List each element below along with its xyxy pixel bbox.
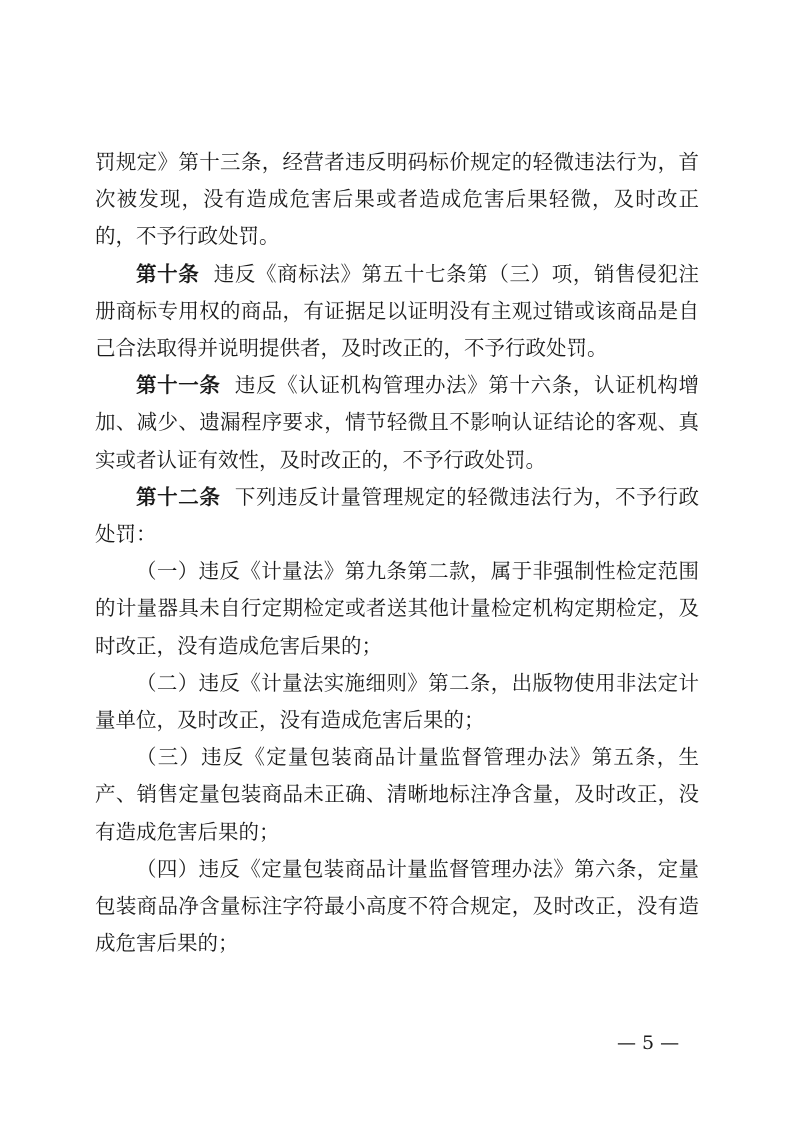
- list-item-text: （三）违反《定量包装商品计量监督管理办法》第五条，生产、销售定量包装商品未正确、清晰地标注净含量，及时改正，没有造成危害后果的；: [95, 745, 699, 844]
- paragraph-article-10: [95, 256, 699, 368]
- paragraph-text: 违反《认证机构管理办法》第十六条，认证机构增加、减少、遗漏程序要求，情节轻微且不影响认证结论的客观、真实或者认证有效性，及时改正的，不予行政处罚。: [95, 373, 699, 472]
- list-item-4: [95, 851, 699, 963]
- paragraph-continuation: [95, 144, 699, 256]
- list-item-2: [95, 665, 699, 739]
- list-item-text: （二）违反《计量法实施细则》第二条，出版物使用非法定计量单位，及时改正，没有造成危害后果的；: [95, 670, 699, 733]
- list-item-text: （一）违反《计量法》第九条第二款，属于非强制性检定范围的计量器具未自行定期检定或者送其他计量检定机构定期检定，及时改正，没有造成危害后果的；: [95, 559, 699, 658]
- paragraph-text: 下列违反计量管理规定的轻微违法行为，不予行政处罚：: [95, 484, 699, 547]
- paragraph-article-11: [95, 367, 699, 479]
- list-item-3: [95, 739, 699, 851]
- list-item-text: （四）违反《定量包装商品计量监督管理办法》第六条，定量包装商品净含量标注字符最小高度不符合规定，及时改正，没有造成危害后果的；: [95, 856, 699, 956]
- page-number: — 5 —: [617, 1032, 680, 1054]
- document-body: [95, 144, 699, 962]
- article-heading: 第十二条: [136, 484, 221, 509]
- article-heading: 第十一条: [136, 373, 221, 398]
- article-heading: 第十条: [136, 261, 200, 286]
- paragraph-text: 违反《商标法》第五十七条第（三）项，销售侵犯注册商标专用权的商品，有证据足以证明没有主观过错或该商品是自己合法取得并说明提供者，及时改正的，不予行政处罚。: [95, 261, 699, 361]
- list-item-1: [95, 553, 699, 665]
- paragraph-text: 罚规定》第十三条，经营者违反明码标价规定的轻微违法行为，首次被发现，没有造成危害后果或者造成危害后果轻微，及时改正的，不予行政处罚。: [95, 150, 699, 249]
- paragraph-article-12: [95, 479, 699, 553]
